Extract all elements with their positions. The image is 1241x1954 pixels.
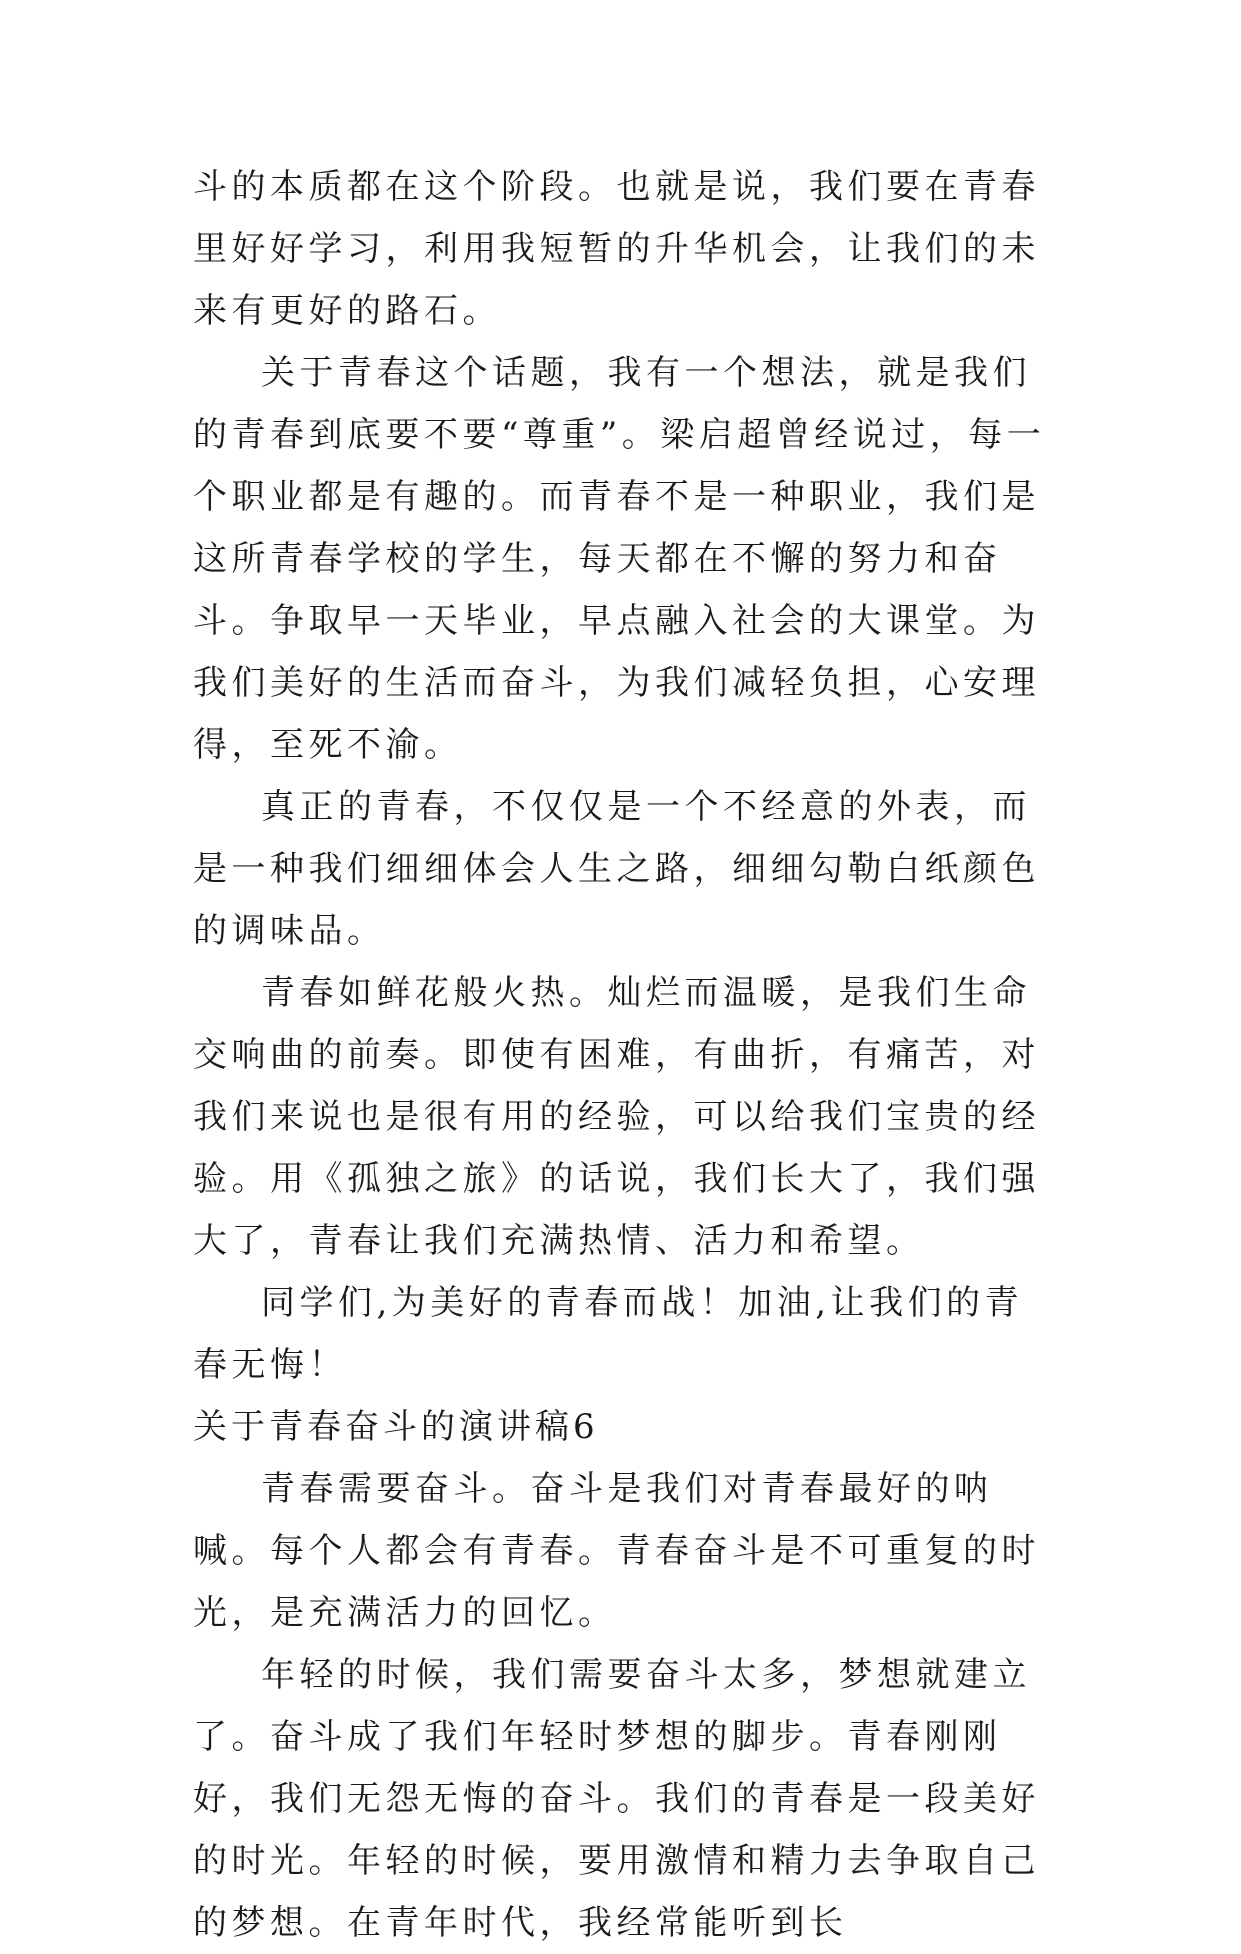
paragraph: 青春需要奋斗。奋斗是我们对青春最好的呐喊。每个人都会有青春。青春奋斗是不可重复的时光，是充满活力的回忆。: [193, 1469, 1040, 1633]
paragraph: 青春如鲜花般火热。灿烂而温暖，是我们生命交响曲的前奏。即使有困难，有曲折，有痛苦，对我们来说也是很有用的经验，可以给我们宝贵的经验。用《孤独之旅》的话说，我们长大了，我们强大了，青春让我们充满热情、活力和希望。: [193, 973, 1040, 1261]
paragraph: 关于青春这个话题，我有一个想法，就是我们的青春到底要不要“尊重”。梁启超曾经说过，每一个职业都是有趣的。而青春不是一种职业，我们是这所青春学校的学生，每天都在不懈的努力和奋斗。争取早一天毕业，早点融入社会的大课堂。为我们美好的生活而奋斗，为我们减轻负担，心安理得，至死不渝。: [193, 353, 1046, 765]
paragraph: 同学们,为美好的青春而战！加油,让我们的青春无悔！: [193, 1283, 1024, 1385]
paragraph-continuation: 斗的本质都在这个阶段。也就是说，我们要在青春里好好学习，利用我短暂的升华机会，让我们的未来有更好的路石。: [193, 167, 1040, 331]
paragraph: 真正的青春，不仅仅是一个不经意的外表，而是一种我们细细体会人生之路，细细勾勒白纸颜色的调味品。: [193, 787, 1040, 951]
document-body: [193, 156, 1053, 1954]
paragraph: 年轻的时候，我们需要奋斗太多，梦想就建立了。奋斗成了我们年轻时梦想的脚步。青春刚刚好，我们无怨无悔的奋斗。我们的青春是一段美好的时光。年轻的时候，要用激情和精力去争取自己的梦想。在青年时代，我经常能听到长: [193, 1655, 1040, 1943]
section-heading: 关于青春奋斗的演讲稿6: [193, 1407, 599, 1447]
